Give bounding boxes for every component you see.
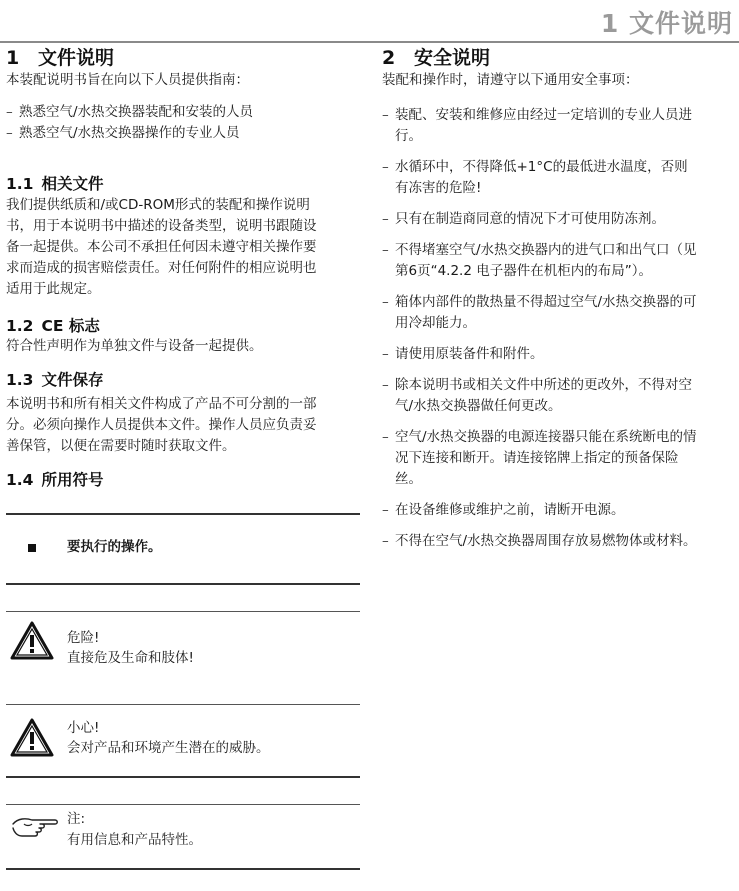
list-item: – 不得堵塞空气/水热交换器内的进气口和出气口（见 第6页“4.2.2 电子器件在机柜内的布局”）。: [382, 240, 734, 282]
section-1-3-body: 本说明书和所有相关文件构成了产品不可分割的一部 分。必须向操作人员提供本文件。操作人员应负责妥 善保管，以便在需要时随时获取文件。: [6, 396, 317, 454]
safety-list: [382, 105, 734, 552]
section-1-heading: 1 文件说明: [6, 47, 115, 69]
list-item: – 熟悉空气/水热交换器装配和安装的人员: [6, 102, 360, 123]
list-item: – 除本说明书或相关文件中所述的更改外，不得对空 气/水热交换器做任何更改。: [382, 375, 734, 417]
list-item: – 箱体内部件的散热量不得超过空气/水热交换器的可 用冷却能力。: [382, 292, 734, 334]
danger-text: 直接危及生命和肢体!: [67, 650, 194, 666]
section-1-2-body: 符合性声明作为单独文件与设备一起提供。: [6, 338, 263, 354]
caution-text: 会对产品和环境产生潜在的威胁。: [67, 740, 270, 756]
list-item: – 熟悉空气/水热交换器操作的专业人员: [6, 123, 360, 144]
section-1-1-heading: 1.1 相关文件: [6, 175, 104, 193]
note-text: 有用信息和产品特性。: [67, 832, 202, 848]
list-item: – 不得在空气/水热交换器周围存放易燃物体或材料。: [382, 531, 734, 552]
section-1-3-heading: 1.3 文件保存: [6, 371, 104, 389]
warning-triangle-icon: [10, 621, 54, 661]
note-title: 注:: [67, 811, 86, 827]
symbol-caution-row: [6, 705, 360, 776]
square-bullet-icon: [28, 544, 36, 552]
symbol-divider: [6, 776, 360, 778]
section-1-2-heading: 1.2 CE 标志: [6, 317, 100, 335]
section-1-4-heading: 1.4 所用符号: [6, 471, 104, 489]
list-item: – 装配、安装和维修应由经过一定培训的专业人员进 行。: [382, 105, 734, 147]
symbol-action-text: 要执行的操作。: [67, 539, 162, 555]
list-item: – 请使用原装备件和附件。: [382, 344, 734, 365]
pointing-hand-icon: [10, 814, 60, 840]
list-item: – 水循环中，不得降低+1°C的最低进水温度，否则 有冻害的危险!: [382, 157, 734, 199]
list-item: – 只有在制造商同意的情况下才可使用防冻剂。: [382, 209, 734, 230]
list-item: – 在设备维修或维护之前，请断开电源。: [382, 500, 734, 521]
running-header: 1 文件说明: [600, 9, 733, 38]
symbol-action-row: [6, 515, 360, 583]
right-column: [382, 46, 734, 562]
symbol-note-row: [6, 805, 360, 868]
symbol-divider: [6, 583, 360, 585]
section-1-intro: 本装配说明书旨在向以下人员提供指南：: [6, 72, 249, 88]
list-item: – 空气/水热交换器的电源连接器只能在系统断电的情 况下连接和断开。请连接铭牌上指定的预备保险 丝。: [382, 427, 734, 490]
left-column: [6, 46, 360, 870]
danger-title: 危险!: [67, 630, 100, 646]
symbol-divider: [6, 868, 360, 870]
section-2-intro: 装配和操作时，请遵守以下通用安全事项：: [382, 72, 639, 88]
audience-list: [6, 102, 360, 144]
symbol-danger-row: [6, 612, 360, 704]
section-2-heading: 2 安全说明: [382, 47, 491, 69]
section-1-1-body: 我们提供纸质和/或CD-ROM形式的装配和操作说明 书，用于本说明书中描述的设备类型，说明书跟随设 备一起提供。本公司不承担任何因未遵守相关操作要 求而造成的损害赔偿责任。对任何附件的相应说明也 适用于此规定。: [6, 197, 317, 297]
header-rule: [0, 41, 739, 43]
caution-triangle-icon: [10, 718, 54, 758]
caution-title: 小心!: [67, 720, 100, 736]
